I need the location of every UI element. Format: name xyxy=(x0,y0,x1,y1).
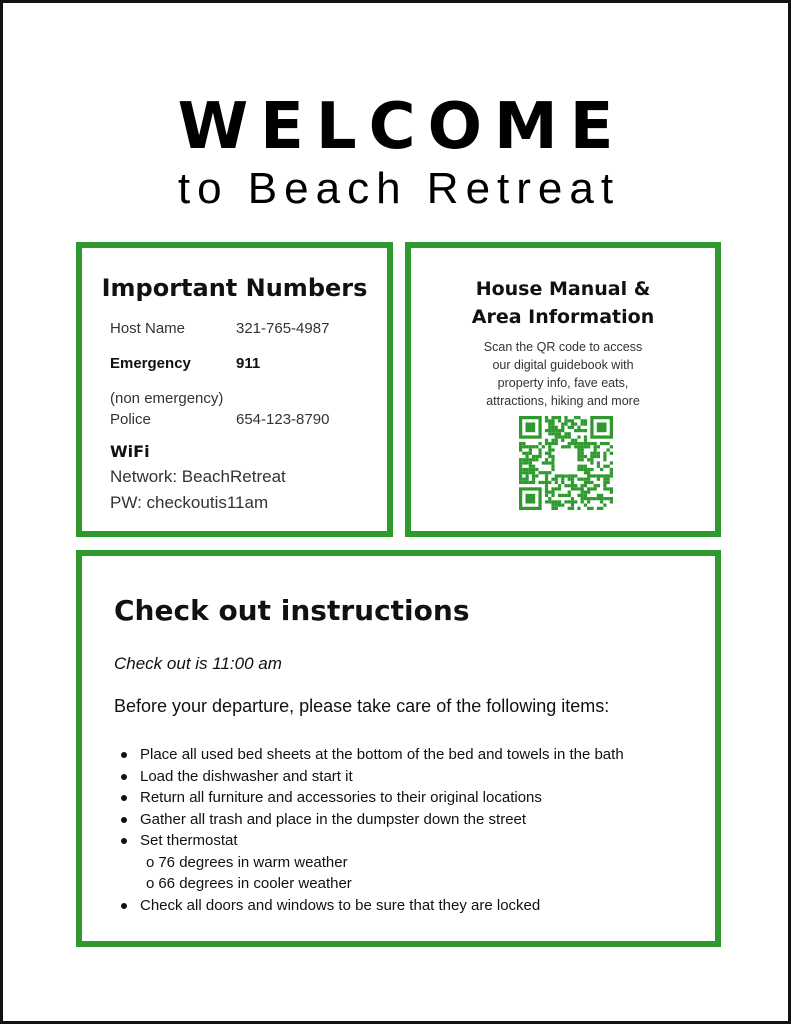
wifi-network: Network: BeachRetreat xyxy=(110,467,286,486)
sub-item-text: 66 degrees in cooler weather xyxy=(158,875,352,892)
police-label: Police xyxy=(110,411,151,428)
checkout-time: Check out is 11:00 am xyxy=(114,654,282,673)
police-row xyxy=(110,411,330,428)
important-numbers-title: Important Numbers xyxy=(101,274,368,302)
guidebook-qr-code[interactable] xyxy=(519,416,613,510)
house-manual-title-line2: Area Information xyxy=(471,306,655,328)
house-manual-title xyxy=(411,275,715,331)
checkout-panel xyxy=(76,550,721,947)
emergency-row xyxy=(110,355,261,372)
sub-list-item xyxy=(114,852,695,874)
checkout-intro: Before your departure, please take care of the following items: xyxy=(114,696,610,716)
emergency-label: Emergency xyxy=(110,355,191,372)
house-manual-panel xyxy=(405,242,721,537)
sub-list-item xyxy=(114,873,695,895)
list-item: Place all used bed sheets at the bottom of the bed and towels in the bath xyxy=(114,744,695,766)
house-manual-description xyxy=(441,338,685,410)
police-phone: 654-123-8790 xyxy=(236,411,330,428)
house-manual-title-line1: House Manual & xyxy=(475,278,651,300)
list-item: Load the dishwasher and start it xyxy=(114,766,695,788)
sub-item-marker: o xyxy=(146,853,155,871)
sub-item-text: 76 degrees in warm weather xyxy=(158,853,348,871)
list-item: Gather all trash and place in the dumpster down the street xyxy=(114,809,695,831)
list-item: Set thermostat xyxy=(114,830,695,852)
checkout-title: Check out instructions xyxy=(114,594,470,627)
host-phone: 321-765-4987 xyxy=(236,320,330,337)
host-label: Host Name xyxy=(110,320,186,337)
desc-line-2: our digital guidebook with xyxy=(492,358,634,372)
list-item: Return all furniture and accessories to their original locations xyxy=(114,787,695,809)
host-row xyxy=(110,320,330,337)
list-item: Check all doors and windows to be sure that they are locked xyxy=(114,895,695,917)
wifi-password: PW: checkoutis11am xyxy=(110,493,269,512)
desc-line-3: property info, fave eats, xyxy=(497,376,629,390)
wifi-title: WiFi xyxy=(110,442,150,461)
desc-line-1: Scan the QR code to access xyxy=(483,340,643,354)
checkout-list xyxy=(114,744,695,916)
desc-line-4: attractions, hiking and more xyxy=(486,394,640,408)
welcome-title: WELCOME xyxy=(177,90,626,164)
emergency-phone: 911 xyxy=(236,355,261,372)
important-numbers-panel xyxy=(76,242,393,537)
police-note: (non emergency) xyxy=(110,390,224,407)
welcome-subtitle: to Beach Retreat xyxy=(177,164,621,213)
sub-item-marker: o xyxy=(146,875,155,892)
